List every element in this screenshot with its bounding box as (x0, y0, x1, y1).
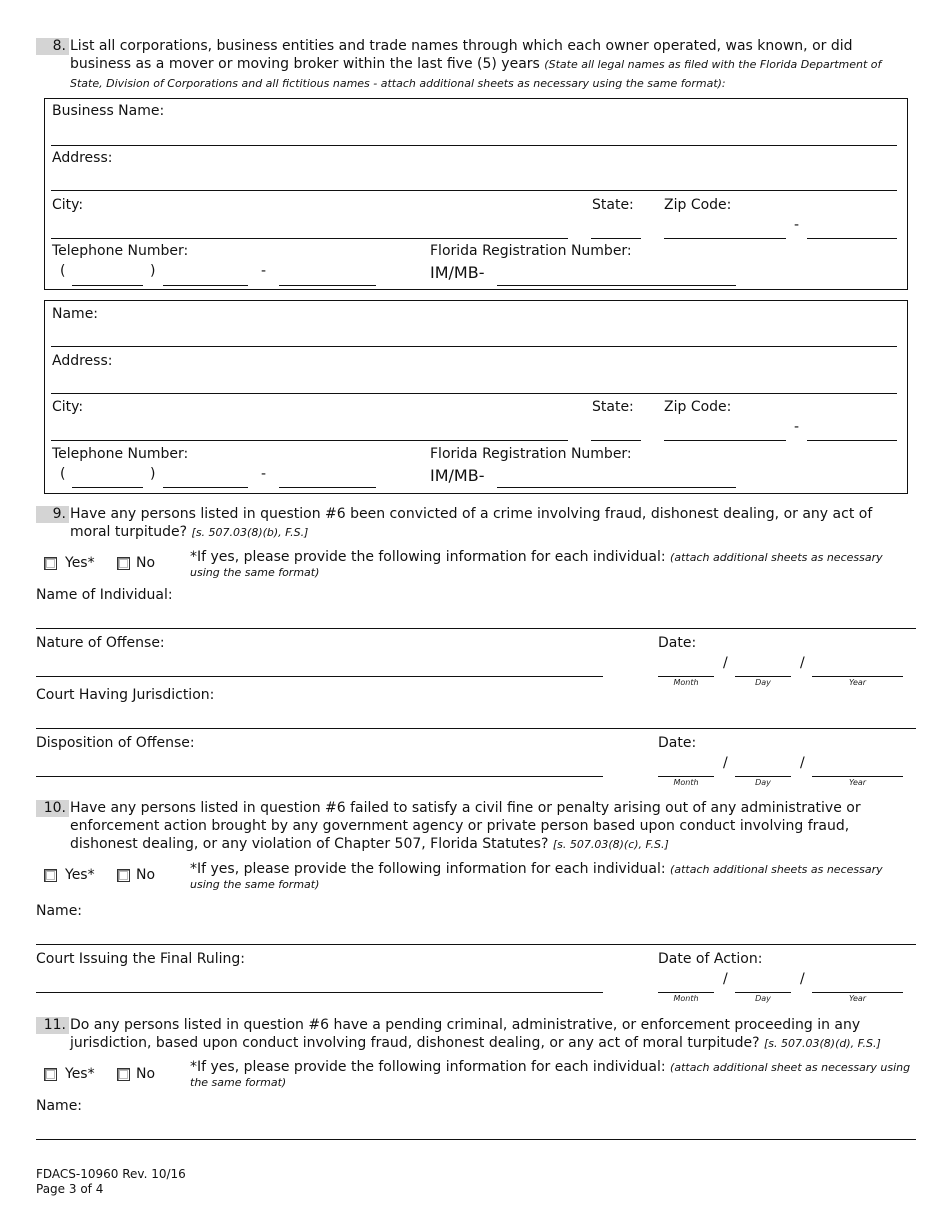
b1-phone-area-field[interactable] (72, 285, 143, 286)
business-name-label: Business Name: (52, 103, 165, 119)
q11-ifyes-text: *If yes, please provide the following information for each individual: (190, 1059, 666, 1075)
b2-city-label: City: (52, 399, 84, 415)
q8-question (70, 37, 915, 93)
q10-date-month-field[interactable] (658, 992, 714, 993)
q9-date2-year-field[interactable] (812, 776, 903, 777)
q9-date2-slash-2: / (800, 755, 805, 771)
b1-phone-label: Telephone Number: (52, 243, 189, 259)
q9-court-label: Court Having Jurisdiction: (36, 687, 215, 703)
q10-date-slash-2: / (800, 971, 805, 987)
q9-day2-caption: Day (755, 778, 771, 787)
b2-reg-label: Florida Registration Number: (430, 446, 632, 462)
business-block-1 (44, 98, 908, 290)
q10-court-label: Court Issuing the Final Ruling: (36, 951, 245, 967)
q9-date2-label: Date: (658, 735, 697, 751)
q11-number: 11. (36, 1017, 69, 1034)
q9-offense-field[interactable] (36, 676, 603, 677)
b2-zip-label: Zip Code: (664, 399, 732, 415)
q9-ifyes-note: (attach additional sheets as necessary using the same format) (190, 551, 883, 579)
q10-date-year-field[interactable] (812, 992, 903, 993)
b2-phone-label: Telephone Number: (52, 446, 189, 462)
b1-zip-label: Zip Code: (664, 197, 732, 213)
q10-court-field[interactable] (36, 992, 603, 993)
b1-city-field[interactable] (51, 238, 568, 239)
q11-ifyes (190, 1060, 915, 1090)
q9-question (70, 505, 915, 542)
q9-month-caption: Month (673, 678, 699, 687)
b1-zip-field[interactable] (664, 238, 786, 239)
q9-ifyes (190, 550, 915, 580)
footer-page-number: Page 3 of 4 (36, 1182, 104, 1196)
b2-city-field[interactable] (51, 440, 568, 441)
q10-citation: [s. 507.03(8)(c), F.S.] (552, 838, 669, 851)
b1-phone-prefix-field[interactable] (163, 285, 248, 286)
q11-ifyes-note: (attach additional sheet as necessary using the same format) (190, 1061, 911, 1089)
q10-ifyes-note: (attach additional sheets as necessary using the same format) (190, 863, 883, 891)
b2-name-field[interactable] (51, 346, 897, 347)
b2-phone-open: ( (60, 466, 66, 482)
q9-no-label: No (136, 555, 156, 571)
b1-phone-dash: - (261, 263, 267, 279)
b2-state-field[interactable] (591, 440, 641, 441)
q10-question (70, 799, 918, 854)
b2-reg-field[interactable] (497, 487, 736, 488)
q9-day-caption: Day (755, 678, 771, 687)
b2-reg-prefix: IM/MB- (430, 466, 485, 485)
b1-city-label: City: (52, 197, 84, 213)
b2-zip-ext-field[interactable] (807, 440, 897, 441)
q9-date2-day-field[interactable] (735, 776, 791, 777)
q9-individual-label: Name of Individual: (36, 587, 173, 603)
q10-yes-checkbox[interactable] (44, 869, 57, 882)
b2-state-label: State: (592, 399, 634, 415)
q9-yes-label: Yes* (65, 555, 95, 571)
b2-name-label: Name: (52, 306, 99, 322)
q9-citation: [s. 507.03(8)(b), F.S.] (191, 526, 309, 539)
q10-year-caption: Year (848, 994, 867, 1003)
q9-court-field[interactable] (36, 728, 916, 729)
q10-ifyes (190, 862, 915, 892)
q11-no-label: No (136, 1066, 156, 1082)
b2-zip-dash: - (794, 419, 800, 435)
q9-year-caption: Year (848, 678, 867, 687)
q9-yes-checkbox[interactable] (44, 557, 57, 570)
q10-name-field[interactable] (36, 944, 916, 945)
q8-number: 8. (36, 38, 69, 55)
q10-date-label: Date of Action: (658, 951, 763, 967)
q10-question-text: Have any persons listed in question #6 failed to satisfy a civil fine or penalty arising out of any administrative or enforcement action brought by any government agency or private person based upon conduct involving fraud, dishonest dealing, or any violation of Chapter 507, Florida Statutes? (70, 800, 861, 852)
b1-state-label: State: (592, 197, 634, 213)
b1-reg-field[interactable] (497, 285, 736, 286)
q10-no-label: No (136, 867, 156, 883)
q9-year2-caption: Year (848, 778, 867, 787)
q11-name-label: Name: (36, 1098, 83, 1114)
b1-state-field[interactable] (591, 238, 641, 239)
q10-ifyes-text: *If yes, please provide the following information for each individual: (190, 861, 666, 877)
q10-name-label: Name: (36, 903, 83, 919)
q9-date2-slash-1: / (723, 755, 728, 771)
b2-address-field[interactable] (51, 393, 897, 394)
q11-name-field[interactable] (36, 1139, 916, 1140)
footer-form-id: FDACS-10960 Rev. 10/16 (36, 1167, 186, 1181)
business-name-field[interactable] (51, 145, 897, 146)
q10-date-slash-1: / (723, 971, 728, 987)
b1-phone-line-field[interactable] (279, 285, 376, 286)
q9-date-slash-2: / (800, 655, 805, 671)
b1-phone-close: ) (150, 263, 156, 279)
q9-ifyes-text: *If yes, please provide the following information for each individual: (190, 549, 666, 565)
q9-disposition-field[interactable] (36, 776, 603, 777)
q10-yes-label: Yes* (65, 867, 95, 883)
q9-number: 9. (36, 506, 69, 523)
b1-zip-ext-field[interactable] (807, 238, 897, 239)
q11-yes-label: Yes* (65, 1066, 95, 1082)
q9-month2-caption: Month (673, 778, 699, 787)
q9-date-month-field[interactable] (658, 676, 714, 677)
b1-reg-prefix: IM/MB- (430, 263, 485, 282)
q11-question-text: Do any persons listed in question #6 have a pending criminal, administrative, or enforcement proceeding in any jurisdiction, based upon conduct involving fraud, dishonest dealing, or any act of moral turpitude? (70, 1017, 861, 1051)
b1-reg-label: Florida Registration Number: (430, 243, 632, 259)
q11-citation: [s. 507.03(8)(d), F.S.] (763, 1037, 881, 1050)
b2-zip-field[interactable] (664, 440, 786, 441)
b2-address-label: Address: (52, 353, 113, 369)
b2-phone-close: ) (150, 466, 156, 482)
q9-offense-label: Nature of Offense: (36, 635, 165, 651)
q9-date-label: Date: (658, 635, 697, 651)
q10-date-day-field[interactable] (735, 992, 791, 993)
q9-date2-month-field[interactable] (658, 776, 714, 777)
b2-phone-area-field[interactable] (72, 487, 143, 488)
q9-date-year-field[interactable] (812, 676, 903, 677)
q8-question-text: List all corporations, business entities and trade names through which each owner operated, was known, or did business as a mover or moving broker within the last five (5) years (70, 38, 853, 72)
q9-date-slash-1: / (723, 655, 728, 671)
q10-no-checkbox[interactable] (117, 869, 130, 882)
b1-phone-open: ( (60, 263, 66, 279)
b2-phone-dash: - (261, 466, 267, 482)
q9-date-day-field[interactable] (735, 676, 791, 677)
b1-address-label: Address: (52, 150, 113, 166)
q9-question-text: Have any persons listed in question #6 been convicted of a crime involving fraud, dishonest dealing, or any act of moral turpitude? (70, 506, 873, 540)
business-block-2 (44, 300, 908, 494)
b2-phone-prefix-field[interactable] (163, 487, 248, 488)
q9-disposition-label: Disposition of Offense: (36, 735, 195, 751)
q9-no-checkbox[interactable] (117, 557, 130, 570)
q10-number: 10. (36, 800, 69, 817)
q10-day-caption: Day (755, 994, 771, 1003)
q10-month-caption: Month (673, 994, 699, 1003)
q8-citation: (State all legal names as filed with the Florida Department of State, Division of Corporations and all fictitious names - attach additional sheets as necessary using the same format): (70, 58, 882, 90)
b1-address-field[interactable] (51, 190, 897, 191)
b2-phone-line-field[interactable] (279, 487, 376, 488)
q11-yes-checkbox[interactable] (44, 1068, 57, 1081)
b1-zip-dash: - (794, 217, 800, 233)
q11-no-checkbox[interactable] (117, 1068, 130, 1081)
q9-individual-field[interactable] (36, 628, 916, 629)
q11-question (70, 1016, 918, 1053)
